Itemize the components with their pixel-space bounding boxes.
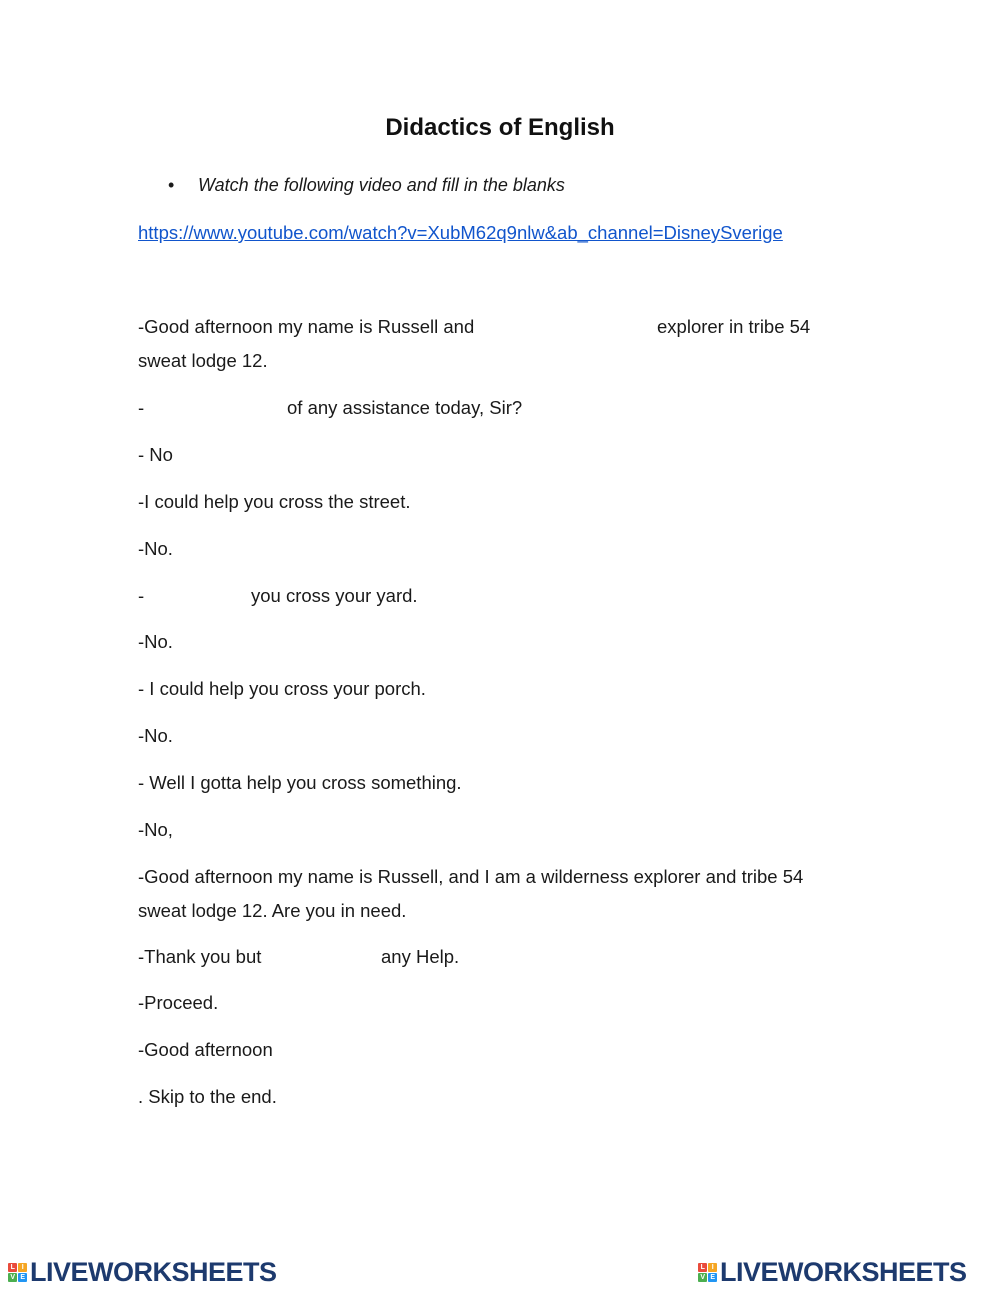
dialogue-line-12a: -Good afternoon my name is Russell, and I am a wilderness explorer and tribe 54	[138, 866, 804, 887]
dialogue-line-8: - I could help you cross your porch.	[138, 678, 426, 699]
dialogue-line-6a: -	[138, 585, 145, 606]
instruction	[168, 175, 565, 196]
bullet-icon: •	[168, 175, 175, 195]
dialogue-line-16: . Skip to the end.	[138, 1086, 277, 1107]
liveworksheets-logo-icon	[8, 1263, 27, 1282]
dialogue-line-3: - No	[138, 444, 173, 465]
logo-letter-i: I	[708, 1263, 717, 1272]
instruction-text: Watch the following video and fill in the blanks	[198, 175, 565, 195]
blank-input-3[interactable]	[150, 581, 245, 609]
dialogue-line-13b: any Help.	[381, 946, 460, 967]
dialogue-line-2b: of any assistance today, Sir?	[287, 397, 523, 418]
dialogue-line-5: -No.	[138, 538, 173, 559]
dialogue-line-14: -Proceed.	[138, 992, 219, 1013]
liveworksheets-logo-icon	[698, 1263, 717, 1282]
dialogue-line-11: -No,	[138, 819, 173, 840]
blank-input-1[interactable]	[497, 312, 647, 340]
dialogue-line-10: - Well I gotta help you cross something.	[138, 772, 462, 793]
dialogue-line-13a: -Thank you but	[138, 946, 262, 967]
logo-letter-l: L	[8, 1263, 17, 1272]
video-link[interactable]: https://www.youtube.com/watch?v=XubM62q9nlw&ab_channel=DisneySverige	[138, 222, 783, 243]
dialogue-line-15: -Good afternoon	[138, 1039, 273, 1060]
brand-text-left: LIVEWORKSHEETS	[30, 1256, 277, 1287]
logo-letter-v: V	[8, 1273, 17, 1282]
dialogue-line-6b: you cross your yard.	[251, 585, 418, 606]
blank-input-4[interactable]	[275, 942, 375, 970]
dialogue-line-1c: sweat lodge 12.	[138, 350, 268, 371]
brand-logo-left	[8, 1257, 277, 1287]
brand-text-right: LIVEWORKSHEETS	[720, 1256, 967, 1287]
dialogue-line-7: -No.	[138, 631, 173, 652]
logo-letter-l: L	[698, 1263, 707, 1272]
brand-logo-right	[698, 1257, 967, 1287]
dialogue-line-1b: explorer in tribe 54	[657, 316, 811, 337]
dialogue-line-4: -I could help you cross the street.	[138, 491, 411, 512]
dialogue-line-1a: -Good afternoon my name is Russell and	[138, 316, 475, 337]
logo-letter-v: V	[698, 1273, 707, 1282]
dialogue-line-12b: sweat lodge 12. Are you in need.	[138, 900, 407, 921]
dialogue-line-9: -No.	[138, 725, 173, 746]
blank-input-2[interactable]	[150, 393, 280, 421]
dialogue-line-2a: -	[138, 397, 145, 418]
logo-letter-e: E	[18, 1273, 27, 1282]
logo-letter-e: E	[708, 1273, 717, 1282]
logo-letter-i: I	[18, 1263, 27, 1272]
page-title: Didactics of English	[385, 114, 615, 141]
